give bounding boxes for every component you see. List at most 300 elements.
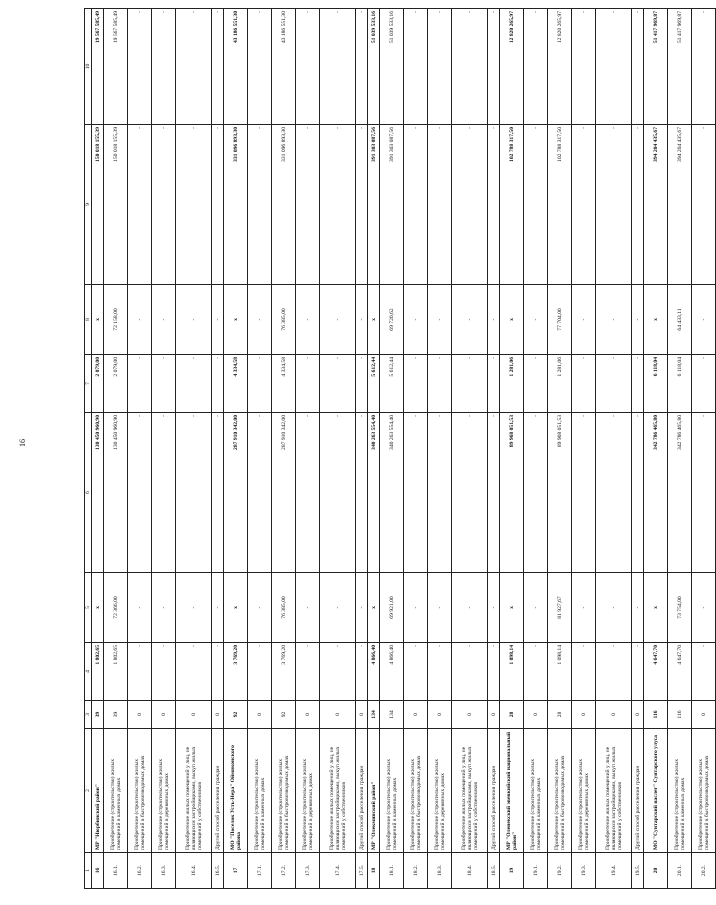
- table-cell-col-3: 92: [272, 701, 296, 729]
- table-cell-col-2: Приобретение (строительство) жилых помещений в деревянных домах: [428, 729, 452, 853]
- table-cell-col-2: Приобретение жилых помещений у лиц, не являющихся застройщиками, выкуп жилых помещений у собственников: [176, 729, 212, 853]
- table-cell-col-7: -: [596, 355, 632, 413]
- table-cell-col-9: -: [212, 125, 224, 285]
- table-cell-col-4: -: [296, 643, 320, 701]
- table-cell-col-7: 6 118,04: [668, 355, 692, 413]
- table-cell-col-10: -: [248, 9, 272, 125]
- table-cell-col-3: 0: [356, 701, 368, 729]
- table-cell-col-3: 0: [128, 701, 152, 729]
- table-cell-col-2: Приобретение (строительство) жилых помещений в быстровозводимых домах: [548, 729, 572, 853]
- table-body: [92, 9, 716, 889]
- table-cell-col-8: х: [644, 285, 668, 355]
- table-cell-col-9: -: [176, 125, 212, 285]
- table-cell-col-4: -: [596, 643, 632, 701]
- table-cell-col-2: Приобретение (строительство) жилых помещений в каменных домах: [668, 729, 692, 853]
- table-cell-col-1: 17.2.: [272, 853, 296, 889]
- table-cell-col-3: 0: [404, 701, 428, 729]
- col-header-7: 7: [85, 355, 92, 413]
- table-cell-col-10: 19 567 585,49: [92, 9, 104, 125]
- table-cell-col-6: -: [632, 413, 644, 573]
- table-cell-col-7: -: [428, 355, 452, 413]
- table-cell-col-2: Другой способ расселения граждан: [356, 729, 368, 853]
- table-cell-col-7: 6 118,04: [644, 355, 668, 413]
- table-cell-col-10: 19 567 585,49: [104, 9, 128, 125]
- table-cell-col-6: -: [488, 413, 500, 573]
- table-cell-col-9: -: [572, 125, 596, 285]
- table-cell-col-10: -: [356, 9, 368, 125]
- table-cell-col-4: 1 802,65: [104, 643, 128, 701]
- table-cell-col-3: 0: [596, 701, 632, 729]
- table-cell-col-6: -: [692, 413, 716, 573]
- table-cell-col-7: -: [356, 355, 368, 413]
- table-cell-col-8: -: [488, 285, 500, 355]
- table-cell-col-5: 81 927,67: [548, 573, 572, 643]
- table-cell-col-4: 3 769,20: [224, 643, 248, 701]
- table-row: [488, 9, 500, 889]
- table-cell-col-2: Приобретение (строительство) жилых помещений в быстровозводимых домах: [404, 729, 428, 853]
- table-cell-col-1: 17.3.: [296, 853, 320, 889]
- header-row: [85, 9, 92, 889]
- table-cell-col-5: -: [248, 573, 272, 643]
- table-cell-col-8: -: [524, 285, 548, 355]
- table-cell-col-4: 1 802,65: [92, 643, 104, 701]
- table-cell-col-10: -: [452, 9, 488, 125]
- table-cell-col-4: -: [320, 643, 356, 701]
- table-cell-col-6: -: [428, 413, 452, 573]
- table-cell-col-7: 1 281,06: [548, 355, 572, 413]
- table-row: [128, 9, 152, 889]
- table-cell-col-5: -: [596, 573, 632, 643]
- table-cell-col-2: МО "Сунтарский наслег" Сунтарского улуса: [644, 729, 668, 853]
- table-cell-col-1: 18.2.: [404, 853, 428, 889]
- table-cell-col-1: 20.1.: [668, 853, 692, 889]
- table-row: [380, 9, 404, 889]
- table-row: [632, 9, 644, 889]
- table-cell-col-7: -: [452, 355, 488, 413]
- table-cell-col-10: -: [152, 9, 176, 125]
- table-cell-col-5: -: [404, 573, 428, 643]
- table-cell-col-7: -: [152, 355, 176, 413]
- table-cell-col-6: -: [128, 413, 152, 573]
- table-cell-col-7: -: [248, 355, 272, 413]
- table-cell-col-4: -: [128, 643, 152, 701]
- table-cell-col-8: 77 704,00: [548, 285, 572, 355]
- table-cell-col-4: 1 098,14: [548, 643, 572, 701]
- resettlement-cost-table: [84, 8, 716, 889]
- table-cell-col-3: 0: [152, 701, 176, 729]
- table-cell-col-2: Приобретение (строительство) жилых помещений в каменных домах: [248, 729, 272, 853]
- table-cell-col-4: 3 769,20: [272, 643, 296, 701]
- table-cell-col-8: -: [296, 285, 320, 355]
- table-cell-col-6: -: [596, 413, 632, 573]
- table-cell-col-6: 130 450 960,90: [92, 413, 104, 573]
- table-cell-col-6: 342 786 465,80: [668, 413, 692, 573]
- table-cell-col-10: -: [524, 9, 548, 125]
- table-cell-col-3: 28: [548, 701, 572, 729]
- table-cell-col-6: -: [452, 413, 488, 573]
- table-cell-col-1: 18.1.: [380, 853, 404, 889]
- col-header-8: 8: [85, 285, 92, 355]
- table-cell-col-1: 16.4.: [176, 853, 212, 889]
- table-cell-col-6: 287 910 342,00: [224, 413, 248, 573]
- table-cell-col-9: 150 018 155,39: [104, 125, 128, 285]
- table-cell-col-4: -: [356, 643, 368, 701]
- table-cell-col-2: Другой способ расселения граждан: [212, 729, 224, 853]
- table-cell-col-6: -: [296, 413, 320, 573]
- table-cell-col-4: -: [404, 643, 428, 701]
- table-cell-col-5: -: [296, 573, 320, 643]
- table-cell-col-1: 18: [368, 853, 380, 889]
- table-cell-col-6: -: [176, 413, 212, 573]
- page-number: 16: [18, 439, 27, 447]
- table-cell-col-8: 72 158,00: [104, 285, 128, 355]
- col-header-9: 9: [85, 125, 92, 285]
- table-row: [272, 9, 296, 889]
- table-cell-col-5: 76 385,00: [272, 573, 296, 643]
- table-cell-col-8: 69 720,62: [380, 285, 404, 355]
- table-cell-col-1: 20.2.: [692, 853, 716, 889]
- table-cell-col-2: Приобретение жилых помещений у лиц, не являющихся застройщиками, выкуп жилых помещений у собственников: [452, 729, 488, 853]
- table-cell-col-2: МР "Оленекский эвенкийский национальный район": [500, 729, 524, 853]
- table-cell-col-8: -: [356, 285, 368, 355]
- table-cell-col-10: -: [176, 9, 212, 125]
- table-cell-col-10: -: [296, 9, 320, 125]
- table-cell-col-5: -: [428, 573, 452, 643]
- table-cell-col-2: Приобретение жилых помещений у лиц, не являющихся застройщиками, выкуп жилых помещений у собственников: [320, 729, 356, 853]
- table-cell-col-4: -: [632, 643, 644, 701]
- table-cell-col-8: 76 385,00: [272, 285, 296, 355]
- table-cell-col-8: -: [452, 285, 488, 355]
- table-cell-col-8: -: [692, 285, 716, 355]
- table-cell-col-2: Приобретение (строительство) жилых помещений в каменных домах: [104, 729, 128, 853]
- col-header-10: 10: [85, 9, 92, 125]
- table-cell-col-6: -: [212, 413, 224, 573]
- table-cell-col-6: -: [524, 413, 548, 573]
- table-cell-col-3: 116: [644, 701, 668, 729]
- table-cell-col-10: 12 820 265,97: [548, 9, 572, 125]
- table-cell-col-5: -: [632, 573, 644, 643]
- table-cell-col-8: -: [152, 285, 176, 355]
- table-row: [212, 9, 224, 889]
- table-cell-col-1: 17: [224, 853, 248, 889]
- table-cell-col-4: -: [248, 643, 272, 701]
- table-cell-col-10: -: [488, 9, 500, 125]
- table-cell-col-9: -: [452, 125, 488, 285]
- table-cell-col-8: х: [92, 285, 104, 355]
- table-row: [296, 9, 320, 889]
- table-cell-col-9: 331 096 893,30: [224, 125, 248, 285]
- table-cell-col-10: -: [632, 9, 644, 125]
- table-cell-col-9: -: [524, 125, 548, 285]
- table-cell-col-5: -: [176, 573, 212, 643]
- table-cell-col-5: -: [488, 573, 500, 643]
- table-cell-col-6: -: [404, 413, 428, 573]
- table-cell-col-5: -: [152, 573, 176, 643]
- table-cell-col-3: 28: [500, 701, 524, 729]
- table-cell-col-3: 0: [296, 701, 320, 729]
- table-cell-col-2: Приобретение (строительство) жилых помещений в быстровозводимых домах: [692, 729, 716, 853]
- table-cell-col-7: 5 612,44: [380, 355, 404, 413]
- table-cell-col-2: Приобретение (строительство) жилых помещений в каменных домах: [380, 729, 404, 853]
- table-cell-col-2: Приобретение (строительство) жилых помещений в деревянных домах: [572, 729, 596, 853]
- table-cell-col-10: -: [320, 9, 356, 125]
- table-row: [356, 9, 368, 889]
- table-cell-col-1: 19.2.: [548, 853, 572, 889]
- table-row: [452, 9, 488, 889]
- table-cell-col-10: 43 186 551,30: [272, 9, 296, 125]
- table-cell-col-7: -: [488, 355, 500, 413]
- table-cell-col-4: 4 647,70: [644, 643, 668, 701]
- table-cell-col-3: 134: [380, 701, 404, 729]
- table-cell-col-2: Приобретение (строительство) жилых помещений в быстровозводимых домах: [272, 729, 296, 853]
- table-cell-col-7: -: [524, 355, 548, 413]
- table-cell-col-5: -: [128, 573, 152, 643]
- table-row: [692, 9, 716, 889]
- table-cell-col-5: -: [212, 573, 224, 643]
- table-cell-col-5: -: [452, 573, 488, 643]
- table-row: [92, 9, 104, 889]
- table-cell-col-10: -: [428, 9, 452, 125]
- table-cell-col-9: 391 303 087,56: [380, 125, 404, 285]
- table-cell-col-2: Другой способ расселения граждан: [632, 729, 644, 853]
- table-cell-col-8: -: [572, 285, 596, 355]
- table-row: [644, 9, 668, 889]
- table-cell-col-4: -: [488, 643, 500, 701]
- table-cell-col-3: 0: [212, 701, 224, 729]
- table-cell-col-5: х: [500, 573, 524, 643]
- col-header-2: 2: [85, 729, 92, 853]
- table-cell-col-5: 72 366,00: [104, 573, 128, 643]
- table-cell-col-4: -: [524, 643, 548, 701]
- table-cell-col-10: 51 039 533,16: [380, 9, 404, 125]
- table-cell-col-7: -: [212, 355, 224, 413]
- table-row: [500, 9, 524, 889]
- table-cell-col-7: -: [176, 355, 212, 413]
- table-cell-col-5: 69 921,00: [380, 573, 404, 643]
- table-cell-col-3: 0: [524, 701, 548, 729]
- table-cell-col-3: 0: [176, 701, 212, 729]
- table-cell-col-6: -: [152, 413, 176, 573]
- table-cell-col-4: -: [176, 643, 212, 701]
- table-cell-col-5: -: [572, 573, 596, 643]
- table-cell-col-7: 2 079,00: [92, 355, 104, 413]
- table-cell-col-6: 89 968 051,53: [500, 413, 524, 573]
- table-cell-col-9: -: [692, 125, 716, 285]
- table-cell-col-7: -: [296, 355, 320, 413]
- table-row: [248, 9, 272, 889]
- table-cell-col-10: 51 417 969,87: [668, 9, 692, 125]
- table-cell-col-4: 4 866,40: [380, 643, 404, 701]
- table-cell-col-9: -: [356, 125, 368, 285]
- table-cell-col-3: 39: [104, 701, 128, 729]
- table-row: [152, 9, 176, 889]
- table-cell-col-1: 16.3.: [152, 853, 176, 889]
- table-cell-col-7: 5 612,44: [368, 355, 380, 413]
- table-cell-col-4: -: [152, 643, 176, 701]
- table-cell-col-3: 0: [572, 701, 596, 729]
- table-cell-col-6: -: [572, 413, 596, 573]
- table-cell-col-6: -: [248, 413, 272, 573]
- table-cell-col-3: 116: [668, 701, 692, 729]
- table-cell-col-10: -: [692, 9, 716, 125]
- table-cell-col-7: -: [128, 355, 152, 413]
- table-cell-col-6: -: [356, 413, 368, 573]
- table-cell-col-1: 16.1.: [104, 853, 128, 889]
- table-cell-col-6: -: [320, 413, 356, 573]
- table-cell-col-3: 0: [632, 701, 644, 729]
- table-cell-col-9: 394 204 435,67: [644, 125, 668, 285]
- col-header-4: 4: [85, 643, 92, 701]
- table-cell-col-7: -: [632, 355, 644, 413]
- table-cell-col-1: 16.5.: [212, 853, 224, 889]
- table-cell-col-1: 18.5.: [488, 853, 500, 889]
- table-cell-col-3: 0: [428, 701, 452, 729]
- table-cell-col-10: 51 039 533,16: [368, 9, 380, 125]
- table-cell-col-10: 51 417 969,87: [644, 9, 668, 125]
- table-row: [572, 9, 596, 889]
- table-cell-col-2: Приобретение (строительство) жилых помещений в быстровозводимых домах: [128, 729, 152, 853]
- table-cell-col-2: Приобретение (строительство) жилых помещений в деревянных домах: [152, 729, 176, 853]
- table-cell-col-4: -: [212, 643, 224, 701]
- table-cell-col-10: 43 186 551,30: [224, 9, 248, 125]
- table-cell-col-3: 134: [368, 701, 380, 729]
- table-cell-col-9: -: [152, 125, 176, 285]
- table-cell-col-7: -: [404, 355, 428, 413]
- table-cell-col-1: 17.4.: [320, 853, 356, 889]
- table-cell-col-2: Другой способ расселения граждан: [488, 729, 500, 853]
- table-cell-col-8: -: [596, 285, 632, 355]
- table-cell-col-10: -: [404, 9, 428, 125]
- table-cell-col-7: -: [572, 355, 596, 413]
- table-cell-col-4: -: [572, 643, 596, 701]
- col-header-5: 5: [85, 573, 92, 643]
- table-cell-col-9: -: [320, 125, 356, 285]
- table-row: [176, 9, 212, 889]
- table-cell-col-2: МР "Нюрбинский район": [92, 729, 104, 853]
- table-cell-col-1: 17.1.: [248, 853, 272, 889]
- table-cell-col-10: -: [128, 9, 152, 125]
- table-cell-col-8: -: [128, 285, 152, 355]
- table-cell-col-3: 39: [92, 701, 104, 729]
- table-cell-col-9: -: [596, 125, 632, 285]
- table-cell-col-1: 18.3.: [428, 853, 452, 889]
- table-cell-col-4: 4 866,40: [368, 643, 380, 701]
- table-row: [596, 9, 632, 889]
- table-cell-col-1: 20: [644, 853, 668, 889]
- table-cell-col-1: 19.3.: [572, 853, 596, 889]
- table-cell-col-8: -: [404, 285, 428, 355]
- table-cell-col-3: 0: [692, 701, 716, 729]
- table-cell-col-9: -: [128, 125, 152, 285]
- table-cell-col-7: -: [692, 355, 716, 413]
- table-cell-col-2: МО "Поселок Усть-Нера" Оймяконского района: [224, 729, 248, 853]
- table-cell-col-5: -: [524, 573, 548, 643]
- table-cell-col-2: Приобретение жилых помещений у лиц, не являющихся застройщиками, выкуп жилых помещений у собственников: [596, 729, 632, 853]
- table-cell-col-9: -: [632, 125, 644, 285]
- table-cell-col-8: -: [176, 285, 212, 355]
- table-cell-col-9: -: [248, 125, 272, 285]
- table-cell-col-3: 0: [488, 701, 500, 729]
- table-row: [548, 9, 572, 889]
- table-cell-col-10: -: [212, 9, 224, 125]
- rotated-table-area: [84, 9, 710, 889]
- table-cell-col-5: 73 754,00: [668, 573, 692, 643]
- table-row: [320, 9, 356, 889]
- table-cell-col-1: 17.5.: [356, 853, 368, 889]
- table-cell-col-2: Приобретение (строительство) жилых помещений в деревянных домах: [296, 729, 320, 853]
- table-row: [668, 9, 692, 889]
- table-cell-col-3: 92: [224, 701, 248, 729]
- table-cell-col-2: МР "Олекминский район": [368, 729, 380, 853]
- table-cell-col-5: х: [368, 573, 380, 643]
- table-cell-col-6: 340 263 554,40: [368, 413, 380, 573]
- table-cell-col-5: х: [224, 573, 248, 643]
- col-header-3: 3: [85, 701, 92, 729]
- table-cell-col-10: -: [572, 9, 596, 125]
- table-cell-col-2: Приобретение (строительство) жилых помещений в каменных домах: [524, 729, 548, 853]
- table-cell-col-3: 0: [248, 701, 272, 729]
- table-cell-col-8: -: [320, 285, 356, 355]
- table-cell-col-9: 331 096 893,30: [272, 125, 296, 285]
- table-row: [224, 9, 248, 889]
- table-cell-col-1: 19.1.: [524, 853, 548, 889]
- table-cell-col-9: -: [488, 125, 500, 285]
- table-cell-col-7: 4 334,58: [224, 355, 248, 413]
- table-cell-col-9: -: [428, 125, 452, 285]
- table-cell-col-8: 64 433,11: [668, 285, 692, 355]
- table-cell-col-1: 19: [500, 853, 524, 889]
- table-cell-col-8: -: [212, 285, 224, 355]
- table-cell-col-5: -: [692, 573, 716, 643]
- table-cell-col-4: -: [452, 643, 488, 701]
- table-cell-col-5: -: [356, 573, 368, 643]
- table-cell-col-6: 342 786 465,80: [644, 413, 668, 573]
- table-cell-col-8: -: [248, 285, 272, 355]
- table-cell-col-9: -: [404, 125, 428, 285]
- table-cell-col-6: 89 968 051,53: [548, 413, 572, 573]
- table-cell-col-8: -: [428, 285, 452, 355]
- table-cell-col-9: 150 018 155,39: [92, 125, 104, 285]
- table-cell-col-9: 391 303 087,56: [368, 125, 380, 285]
- table-cell-col-9: -: [296, 125, 320, 285]
- table-cell-col-1: 16.2.: [128, 853, 152, 889]
- table-cell-col-4: 1 098,14: [500, 643, 524, 701]
- table-cell-col-6: 130 450 960,90: [104, 413, 128, 573]
- table-cell-col-9: 102 788 317,50: [500, 125, 524, 285]
- table-row: [104, 9, 128, 889]
- table-row: [428, 9, 452, 889]
- col-header-1: 1: [85, 853, 92, 889]
- table-cell-col-1: 16: [92, 853, 104, 889]
- table-cell-col-10: 12 820 265,97: [500, 9, 524, 125]
- table-cell-col-5: х: [644, 573, 668, 643]
- table-cell-col-7: -: [320, 355, 356, 413]
- table-cell-col-8: -: [632, 285, 644, 355]
- table-row: [524, 9, 548, 889]
- table-cell-col-7: 1 281,06: [500, 355, 524, 413]
- table-cell-col-9: 394 204 435,67: [668, 125, 692, 285]
- table-cell-col-9: 102 788 317,50: [548, 125, 572, 285]
- table-cell-col-3: 0: [320, 701, 356, 729]
- table-cell-col-5: х: [92, 573, 104, 643]
- table-cell-col-6: 287 910 342,00: [272, 413, 296, 573]
- table-cell-col-10: -: [596, 9, 632, 125]
- table-row: [404, 9, 428, 889]
- table-cell-col-1: 19.5.: [632, 853, 644, 889]
- table-cell-col-7: 2 079,00: [104, 355, 128, 413]
- table-cell-col-4: -: [692, 643, 716, 701]
- table-cell-col-5: -: [320, 573, 356, 643]
